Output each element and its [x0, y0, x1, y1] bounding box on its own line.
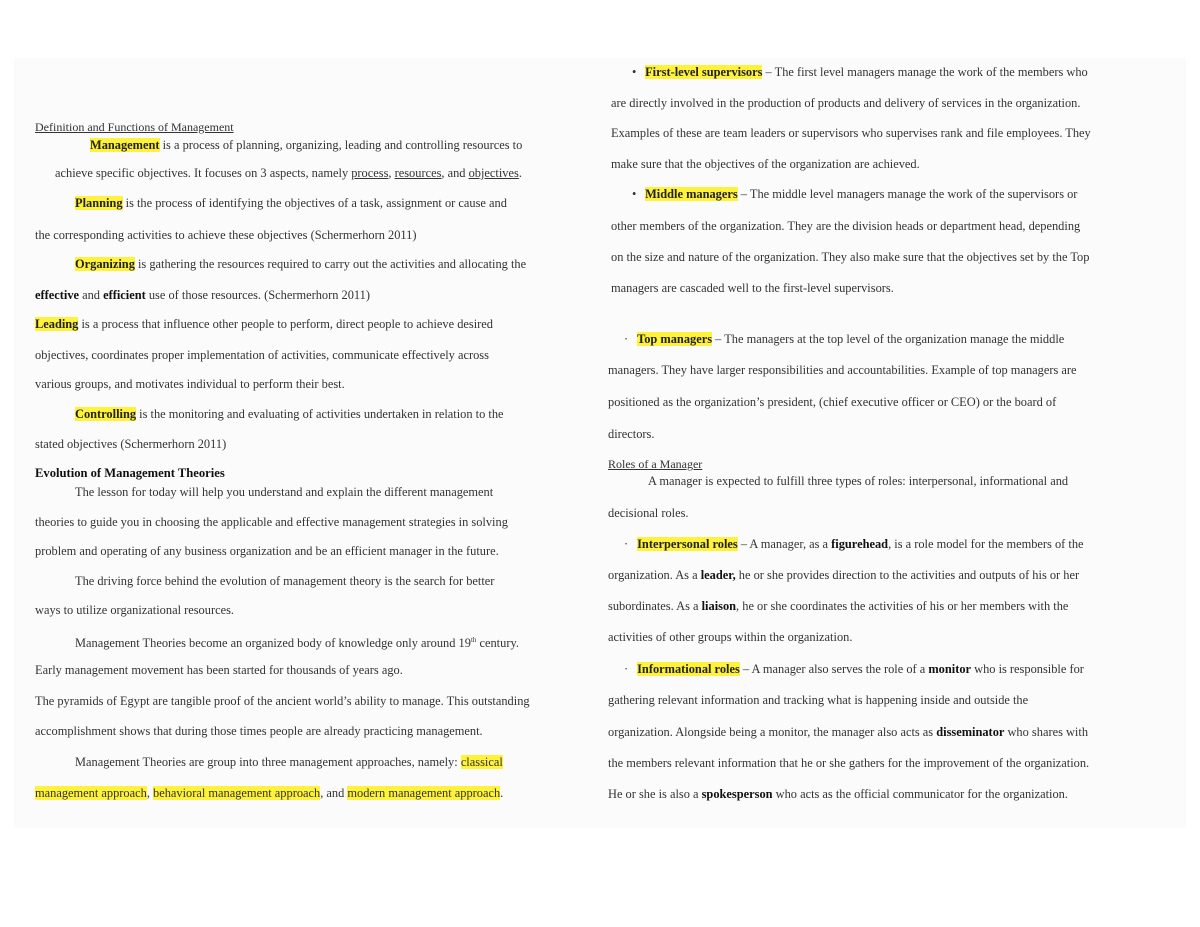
roles-heading: Roles of a Manager	[608, 457, 703, 471]
organizing-term: Organizing	[75, 257, 135, 271]
evolution-p5-l2: management approach, behavioral management approach, and modern management approach.	[35, 786, 504, 800]
leading-paragraph: Leading is a process that influence other people to perform, direct people to achieve desired	[35, 317, 493, 331]
top-managers-term: Top managers	[637, 332, 713, 346]
evolution-p3-l2: Early management movement has been started for thousands of years ago.	[35, 663, 403, 677]
roles-l2: decisional roles.	[608, 506, 689, 520]
evolution-p5-l1: Management Theories are group into three management approaches, namely: classical	[75, 755, 503, 769]
management-paragraph: Management is a process of planning, organizing, leading and controlling resources to	[90, 138, 523, 152]
first-level-l3: Examples of these are team leaders or supervisors who supervises rank and file employees. They	[611, 126, 1091, 140]
evolution-p4-l2: accomplishment shows that during those times people are already practicing management.	[35, 724, 483, 738]
definition-heading: Definition and Functions of Management	[35, 120, 234, 134]
approach-behavioral: behavioral management approach	[153, 786, 321, 800]
first-level-term: First-level supervisors	[645, 65, 763, 79]
evolution-p2-l2: ways to utilize organizational resources.	[35, 603, 234, 617]
first-level-l2: are directly involved in the production of products and delivery of services in the organization.	[611, 96, 1081, 110]
controlling-paragraph: Controlling is the monitoring and evaluating of activities undertaken in relation to the	[75, 407, 504, 421]
interpersonal-bullet: · Interpersonal roles – A manager, as a figurehead, is a role model for the members of the	[624, 537, 1084, 551]
informational-l2: gathering relevant information and tracking what is happening inside and outside the	[608, 693, 1029, 707]
evolution-heading: Evolution of Management Theories	[35, 466, 225, 480]
approach-classical: classical	[460, 755, 503, 769]
management-term: Management	[90, 138, 160, 152]
informational-bullet: · Informational roles – A manager also serves the role of a monitor who is responsible for	[624, 662, 1084, 676]
top-managers-l3: positioned as the organization’s president, (chief executive officer or CEO) or the board of	[608, 395, 1057, 409]
controlling-paragraph-cont: stated objectives (Schermerhorn 2011)	[35, 437, 227, 451]
management-paragraph-cont: achieve specific objectives. It focuses on 3 aspects, namely process, resources, and objectives.	[55, 166, 522, 180]
evolution-p1-l1: The lesson for today will help you understand and explain the different management	[75, 485, 494, 499]
interpersonal-term: Interpersonal roles	[637, 537, 738, 551]
middle-managers-term: Middle managers	[645, 187, 738, 201]
interpersonal-l4: activities of other groups within the organization.	[608, 630, 853, 644]
evolution-p1-l2: theories to guide you in choosing the applicable and effective management strategies in solving	[35, 515, 508, 529]
controlling-term: Controlling	[75, 407, 137, 421]
top-managers-l2: managers. They have larger responsibilities and accountabilities. Example of top managers are	[608, 363, 1077, 377]
roles-l1: A manager is expected to fulfill three types of roles: interpersonal, informational and	[648, 474, 1069, 488]
informational-term: Informational roles	[637, 662, 740, 676]
interpersonal-l3: subordinates. As a liaison, he or she coordinates the activities of his or her members with the	[608, 599, 1069, 613]
planning-term: Planning	[75, 196, 123, 210]
organizing-paragraph: Organizing is gathering the resources required to carry out the activities and allocating the	[75, 257, 527, 271]
leading-paragraph-cont2: various groups, and motivates individual to perform their best.	[35, 377, 345, 391]
top-managers-l4: directors.	[608, 427, 655, 441]
organizing-paragraph-cont: effective and efficient use of those resources. (Schermerhorn 2011)	[35, 288, 370, 302]
leading-paragraph-cont1: objectives, coordinates proper implementation of activities, communicate effectively across	[35, 348, 489, 362]
evolution-p4-l1: The pyramids of Egypt are tangible proof of the ancient world’s ability to manage. This outstanding	[35, 694, 530, 708]
leading-term: Leading	[35, 317, 79, 331]
informational-l3: organization. Alongside being a monitor, the manager also acts as disseminator who shares with	[608, 725, 1089, 739]
aspect-resources: resources	[394, 166, 442, 180]
aspect-process: process	[351, 166, 389, 180]
evolution-p1-l3: problem and operating of any business organization and be an efficient manager in the future.	[35, 544, 499, 558]
middle-managers-l3: on the size and nature of the organization. They also make sure that the objectives set by the Top	[611, 250, 1090, 264]
planning-paragraph-cont: the corresponding activities to achieve these objectives (Schermerhorn 2011)	[35, 228, 417, 242]
evolution-p2-l1: The driving force behind the evolution of management theory is the search for better	[75, 574, 495, 588]
approach-modern: modern management approach	[347, 786, 501, 800]
informational-l5: He or she is also a spokesperson who acts as the official communicator for the organization.	[608, 787, 1068, 801]
middle-managers-bullet: • Middle managers – The middle level managers manage the work of the supervisors or	[632, 187, 1078, 201]
middle-managers-l4: managers are cascaded well to the first-level supervisors.	[611, 281, 894, 295]
planning-paragraph: Planning is the process of identifying the objectives of a task, assignment or cause and	[75, 196, 507, 210]
aspect-objectives: objectives	[468, 166, 519, 180]
interpersonal-l2: organization. As a leader, he or she provides direction to the activities and outputs of his or her	[608, 568, 1080, 582]
middle-managers-l2: other members of the organization. They are the division heads or department head, depending	[611, 219, 1081, 233]
first-level-l4: make sure that the objectives of the organization are achieved.	[611, 157, 920, 171]
informational-l4: the members relevant information that he or she gathers for the improvement of the organization.	[608, 756, 1090, 770]
top-managers-bullet: · Top managers – The managers at the top level of the organization manage the middle	[624, 332, 1065, 346]
evolution-p3-l1: Management Theories become an organized body of knowledge only around 19th century.	[75, 636, 519, 651]
first-level-bullet: • First-level supervisors – The first level managers manage the work of the members who	[632, 65, 1088, 79]
